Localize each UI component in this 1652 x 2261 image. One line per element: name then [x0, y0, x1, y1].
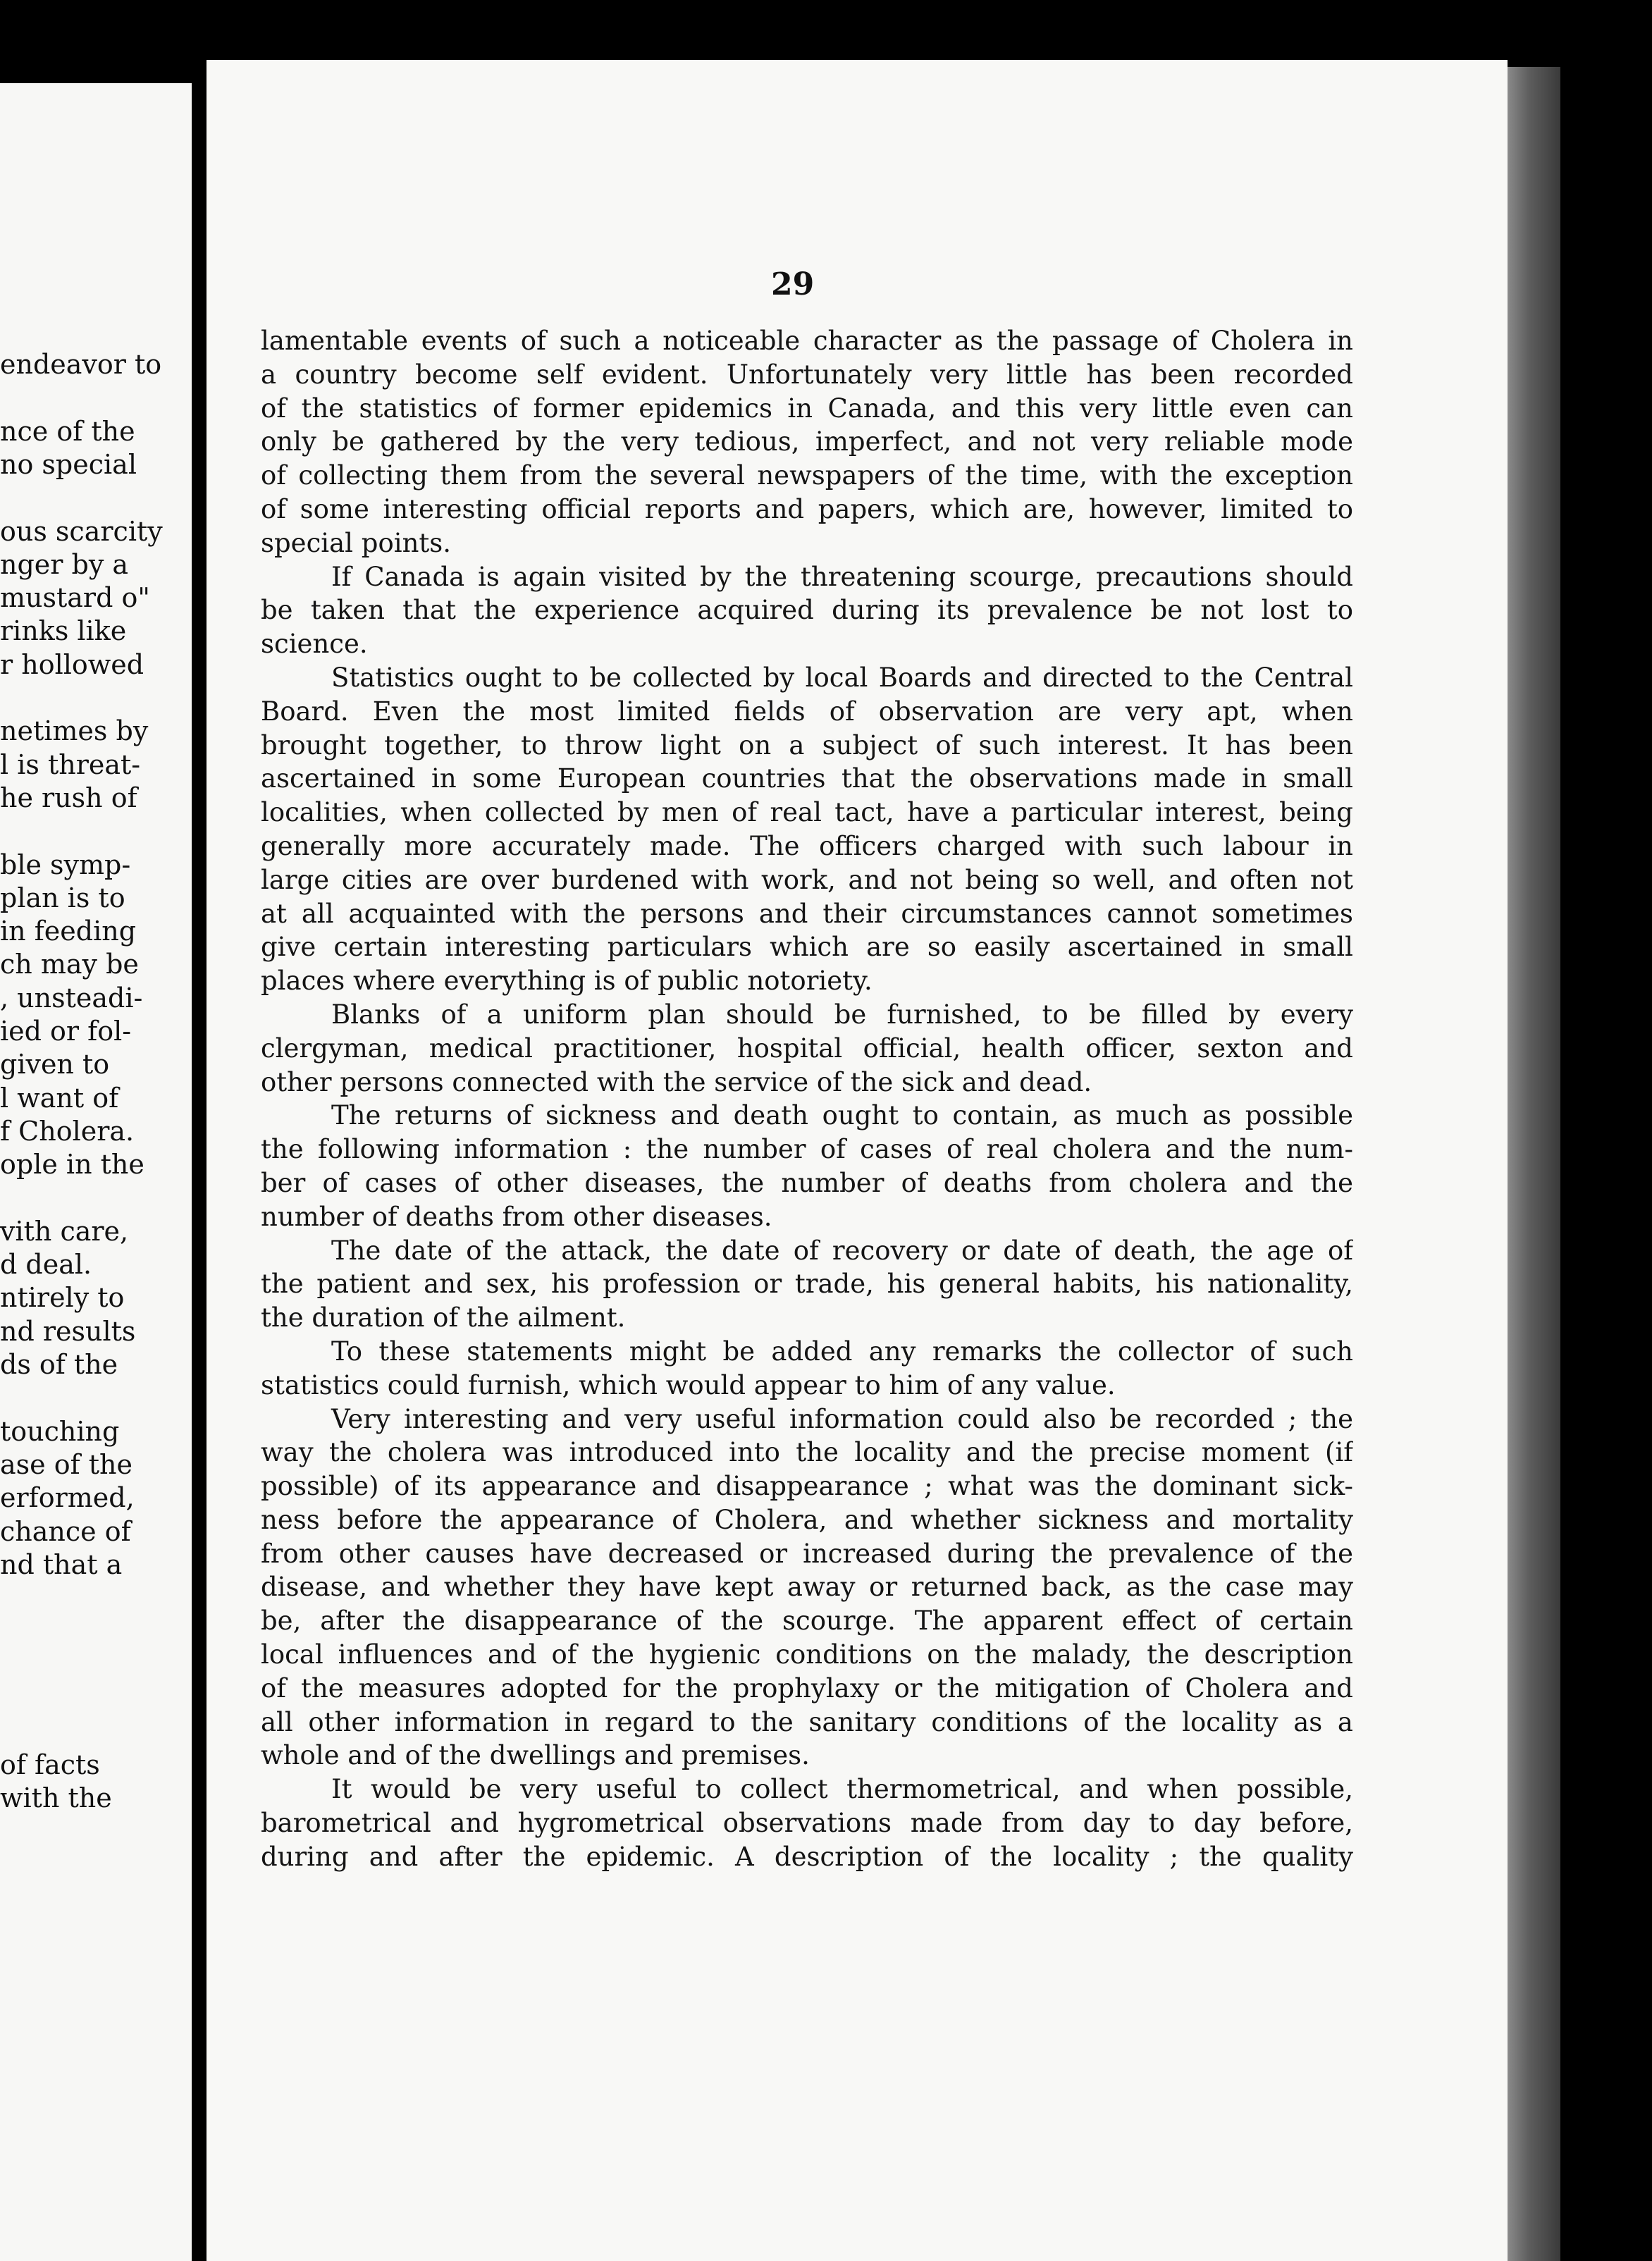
- paragraph: [261, 998, 1353, 1099]
- paragraph: [261, 1099, 1353, 1233]
- left-page-line: l want of: [0, 1082, 119, 1114]
- left-page-line: ied or fol-: [0, 1016, 132, 1047]
- left-page-line: d deal.: [0, 1249, 92, 1281]
- left-page-line: l is threat-: [0, 748, 141, 780]
- left-page-line: given to: [0, 1049, 110, 1080]
- text-line: all other information in regard to the sanitary conditions of the locality as a: [261, 1706, 1353, 1737]
- text-line: statistics could furnish, which would appear to him of any value.: [261, 1369, 1116, 1400]
- text-line: at all acquainted with the persons and their circumstances cannot sometimes: [261, 898, 1353, 929]
- left-page-line: ch may be: [0, 949, 139, 980]
- text-line: brought together, to throw light on a subject of such interest. It has been: [261, 729, 1353, 760]
- left-page-line: mustard o": [0, 582, 150, 614]
- text-line: barometrical and hygrometrical observations made from day to day before,: [261, 1808, 1353, 1839]
- left-page-line: rinks like: [0, 615, 127, 647]
- paragraph: [261, 1335, 1353, 1403]
- text-line: the duration of the ailment.: [261, 1302, 626, 1333]
- left-page-line: r hollowed: [0, 648, 144, 680]
- paragraph: [261, 661, 1353, 998]
- left-page-line: ds of the: [0, 1349, 118, 1380]
- text-line: To these statements might be added any remarks the collector of such: [331, 1336, 1353, 1367]
- left-page-line: he rush of: [0, 782, 137, 813]
- text-line: the following information : the number of cases of real cholera and the num-: [261, 1134, 1353, 1165]
- left-page-line: ous scarcity: [0, 515, 163, 547]
- text-line: during and after the epidemic. A description of the locality ; the quality: [261, 1841, 1353, 1872]
- text-line: generally more accurately made. The officers charged with such labour in: [261, 830, 1353, 861]
- text-line: large cities are over burdened with work, and not being so well, and often not: [261, 864, 1353, 895]
- text-line: of some interesting official reports and papers, which are, however, limited to: [261, 493, 1353, 524]
- left-page-line: ble symp-: [0, 849, 131, 880]
- text-line: localities, when collected by men of real tact, have a particular interest, being: [261, 797, 1353, 828]
- left-page-line: with the: [0, 1782, 112, 1813]
- text-line: only be gathered by the very tedious, imperfect, and not very reliable mode: [261, 426, 1353, 457]
- paragraph: [261, 1234, 1353, 1335]
- page-edge-shadow: [1508, 67, 1560, 2261]
- text-line: Statistics ought to be collected by local Boards and directed to the Central: [331, 662, 1353, 693]
- text-line: of the measures adopted for the prophylaxy or the mitigation of Cholera and: [261, 1672, 1353, 1704]
- text-line: disease, and whether they have kept away or returned back, as the case may: [261, 1572, 1353, 1603]
- left-page-line: chance of: [0, 1515, 131, 1547]
- text-line: be, after the disappearance of the scourge. The apparent effect of certain: [261, 1606, 1353, 1637]
- left-page-line: nd that a: [0, 1548, 123, 1580]
- left-page-line: vith care,: [0, 1215, 129, 1247]
- page-body-text: [261, 324, 1353, 1874]
- left-page-line: touching: [0, 1415, 120, 1447]
- text-line: of the statistics of former epidemics in Canada, and this very little even can: [261, 393, 1353, 424]
- text-line: possible) of its appearance and disappearance ; what was the dominant sick-: [261, 1471, 1353, 1502]
- text-line: from other causes have decreased or increased during the prevalence of the: [261, 1538, 1353, 1569]
- text-line: number of deaths from other diseases.: [261, 1201, 772, 1232]
- text-line: give certain interesting particulars which are so easily ascertained in small: [261, 932, 1353, 963]
- text-line: Very interesting and very useful information could also be recorded ; the: [331, 1403, 1353, 1434]
- page-number: 29: [771, 266, 815, 302]
- left-page-line: netimes by: [0, 715, 149, 747]
- left-page-line: of facts: [0, 1749, 100, 1780]
- left-page-line: in feeding: [0, 916, 137, 947]
- text-line: Board. Even the most limited fields of observation are very apt, when: [261, 696, 1353, 727]
- text-line: The returns of sickness and death ought to contain, as much as possible: [331, 1100, 1353, 1131]
- text-line: places where everything is of public notoriety.: [261, 966, 873, 997]
- text-line: The date of the attack, the date of recovery or date of death, the age of: [331, 1235, 1353, 1266]
- text-line: local influences and of the hygienic conditions on the malady, the description: [261, 1639, 1353, 1670]
- text-line: of collecting them from the several newspapers of the time, with the exception: [261, 460, 1353, 491]
- text-line: the patient and sex, his profession or trade, his general habits, his nationality,: [261, 1269, 1353, 1300]
- text-line: way the cholera was introduced into the locality and the precise moment (if: [261, 1437, 1353, 1468]
- left-page-line: no special: [0, 448, 137, 480]
- text-line: be taken that the experience acquired during its prevalence be not lost to: [261, 595, 1353, 626]
- paragraph: [261, 1773, 1353, 1873]
- text-line: other persons connected with the service of the sick and dead.: [261, 1066, 1092, 1097]
- text-line: It would be very useful to collect thermometrical, and when possible,: [331, 1774, 1353, 1805]
- left-page-line: plan is to: [0, 882, 125, 913]
- left-page-fragment: [0, 83, 192, 2261]
- left-page-line: erformed,: [0, 1482, 135, 1514]
- text-line: lamentable events of such a noticeable character as the passage of Cholera in: [261, 326, 1353, 356]
- text-line: Blanks of a uniform plan should be furnished, to be filled by every: [331, 999, 1353, 1030]
- text-line: ber of cases of other diseases, the number of deaths from cholera and the: [261, 1167, 1353, 1198]
- text-line: clergyman, medical practitioner, hospital official, health officer, sexton and: [261, 1033, 1353, 1064]
- left-page-line: ople in the: [0, 1149, 144, 1181]
- text-line: whole and of the dwellings and premises.: [261, 1740, 810, 1771]
- left-page-line: nd results: [0, 1315, 136, 1347]
- text-line: a country become self evident. Unfortunately very little has been recorded: [261, 359, 1353, 390]
- left-page-line: f Cholera.: [0, 1115, 135, 1147]
- text-line: special points.: [261, 527, 452, 558]
- left-page-line: nger by a: [0, 548, 129, 580]
- left-page-line: nce of the: [0, 415, 135, 447]
- text-line: If Canada is again visited by the threatening scourge, precautions should: [331, 561, 1353, 592]
- paragraph: [261, 1403, 1353, 1773]
- left-page-line: endeavor to: [0, 349, 162, 380]
- paragraph: [261, 324, 1353, 560]
- text-line: science.: [261, 629, 368, 660]
- paragraph: [261, 560, 1353, 661]
- left-page-line: ase of the: [0, 1448, 132, 1480]
- text-line: ness before the appearance of Cholera, and whether sickness and mortality: [261, 1504, 1353, 1535]
- left-page-line: , unsteadi-: [0, 982, 143, 1014]
- left-page-line: ntirely to: [0, 1282, 125, 1314]
- text-line: ascertained in some European countries that the observations made in small: [261, 763, 1353, 794]
